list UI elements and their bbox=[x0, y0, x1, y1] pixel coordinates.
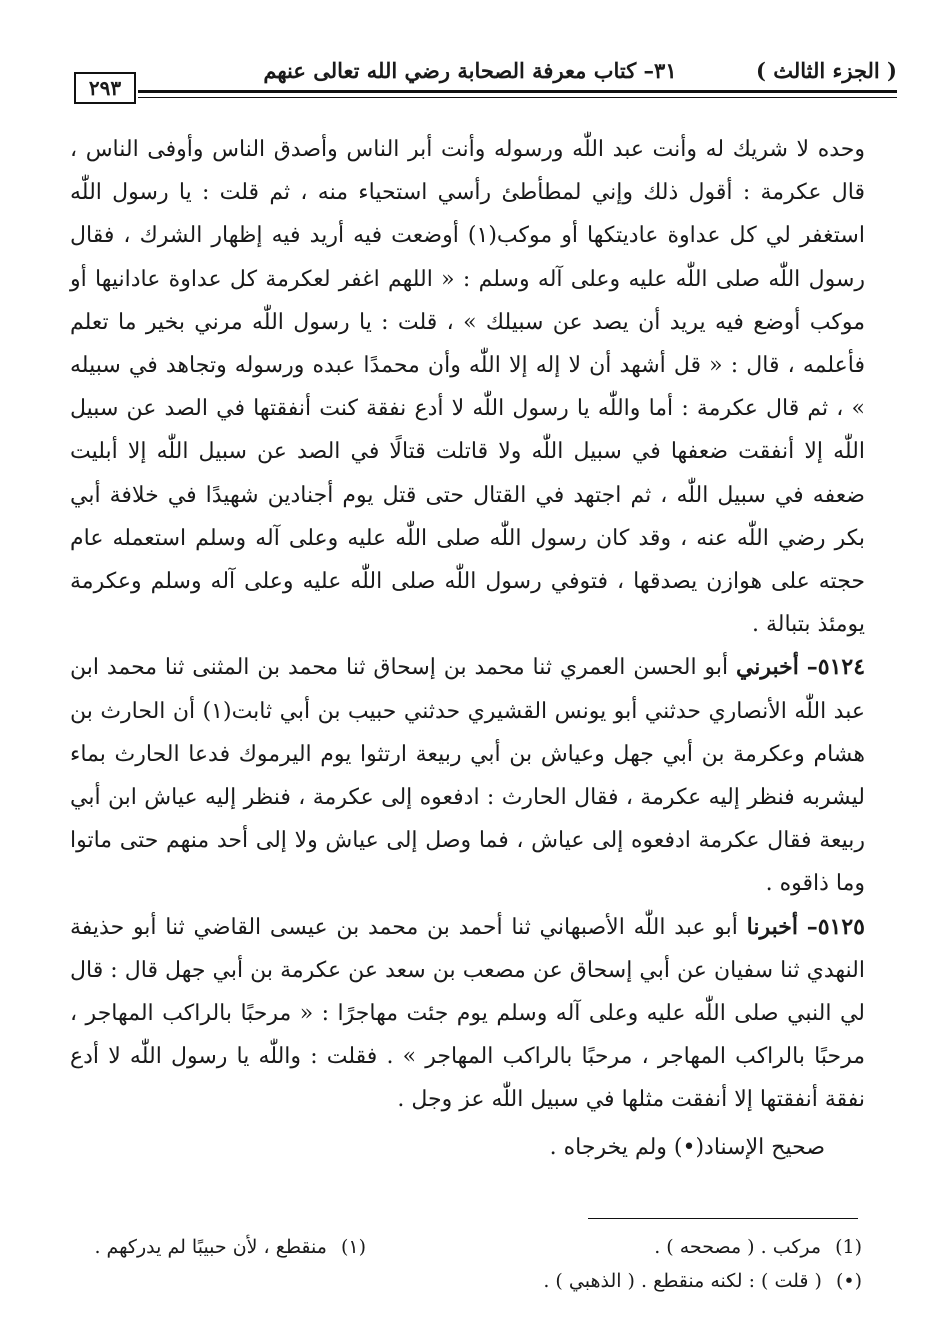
hadith-text: أبو الحسن العمري ثنا محمد بن إسحاق ثنا محمد بن المثنى ثنا محمد ابن عبد اللّٰه الأنصاري حدثني أبو يونس القشيري حدثني حبيب بن أبي ثابت(١) أن الحارث بن هشام وعكرمة بن أبي جهل وعياش بن أبي ربيعة ارتثوا يوم اليرموك فدعا الحارث بماء ليشربه فنظر إليه عكرمة ، فقال الحارث : ادفعوه إلى عكرمة ، فنظر إليه عياش ابن أبي ربيعة فقال عكرمة ادفعوه إلى عياش ، فما وصل إلى عياش ولا إلى أحد منهم حتى ماتوا وما ذاقوه . bbox=[70, 655, 865, 897]
footnote-right-1 bbox=[462, 1236, 862, 1258]
paragraph-continuation: وحده لا شريك له وأنت عبد اللّٰه ورسوله وأنت أبر الناس وأصدق الناس وأوفى الناس ، قال عكرمة : أقول ذلك وإني لمطأطئ رأسي استحياء منه ، ثم قلت : يا رسول اللّٰه استغفر لي كل عداوة عاديتكها أو موكب(١) أوضعت فيه أريد فيه إظهار الشرك ، فقال رسول اللّٰه صلى اللّٰه عليه وعلى آله وسلم : « اللهم اغفر لعكرمة كل عداوة عادانيها أو موكب أوضع فيه يريد أن يصد عن سبيلك » ، قلت : يا رسول اللّٰه مرني بخير ما تعلم فأعلمه ، قال : « قل أشهد أن لا إله إلا اللّٰه وأن محمدًا عبده ورسوله وتجاهد في سبيله » ، ثم قال عكرمة : أما واللّٰه يا رسول اللّٰه لا أدع نفقة كنت أنفقتها في الصد عن سبيل اللّٰه إلا أنفقت ضعفها في سبيل اللّٰه ولا قاتلت قتالًا في الصد عن سبيل اللّٰه إلا أبليت ضعفه في سبيل اللّٰه ، ثم اجتهد في القتال حتى قتل يوم أجنادين شهيدًا في خلافة أبي بكر رضي اللّٰه عنه ، وقد كان رسول اللّٰه صلى اللّٰه عليه وعلى آله وسلم استعمله عام حجته على هوازن يصدقها ، فتوفي رسول اللّٰه صلى اللّٰه عليه وعلى آله وسلم وعكرمة يومئذ بتبالة . bbox=[70, 137, 865, 638]
chapter-title: ٣١– كتاب معرفة الصحابة رضي الله تعالى عنهم bbox=[263, 58, 677, 83]
hadith-text: أبو عبد اللّٰه الأصبهاني ثنا أحمد بن محمد بن عيسى القاضي ثنا أبو حذيفة النهدي ثنا سفيان عن أبي إسحاق عن مصعب بن سعد عن عكرمة بن أبي جهل قال : قال لي النبي صلى اللّٰه عليه وعلى آله وسلم يوم جئت مهاجرًا : « مرحبًا بالراكب المهاجر ، مرحبًا بالراكب المهاجر ، مرحبًا بالراكب المهاجر » . فقلت : واللّٰه يا رسول اللّٰه لا أدع نفقة أنفقتها إلا أنفقت مثلها في سبيل اللّٰه عز وجل . bbox=[70, 914, 865, 1113]
body-text bbox=[70, 128, 865, 1169]
volume-label: ( الجزء الثالث ) bbox=[755, 58, 897, 83]
footnote-text: مركب . ( مصححه ) . bbox=[654, 1236, 822, 1258]
footnote-mark: (1) bbox=[835, 1236, 862, 1258]
hadith-lead-word: أخبرني bbox=[735, 654, 799, 681]
hadith-number: ٥١٢٥– bbox=[806, 913, 865, 940]
hadith-number: ٥١٢٤– bbox=[806, 654, 866, 681]
page-number: ٢٩٣ bbox=[74, 72, 136, 104]
footnote-mark: (•) bbox=[835, 1270, 862, 1292]
footnote-right-2 bbox=[462, 1270, 862, 1292]
footnote-separator bbox=[588, 1218, 858, 1219]
verdict-line: صحيح الإسناد(•) ولم يخرجاه . bbox=[549, 1134, 825, 1160]
hadith-lead-word: أخبرنا bbox=[746, 913, 798, 940]
footnote-text: منقطع ، لأن حبيبًا لم يدركهم . bbox=[94, 1236, 327, 1258]
footnote-left bbox=[66, 1236, 366, 1258]
footnote-mark: (١) bbox=[340, 1236, 366, 1258]
header-rule-thick bbox=[138, 90, 897, 93]
footnote-text: ( قلت ) : لكنه منقطع . ( الذهبي ) . bbox=[543, 1270, 822, 1292]
header-rule-thin bbox=[138, 97, 897, 98]
hadith-5125 bbox=[70, 906, 865, 1122]
hadith-5124 bbox=[70, 646, 865, 905]
